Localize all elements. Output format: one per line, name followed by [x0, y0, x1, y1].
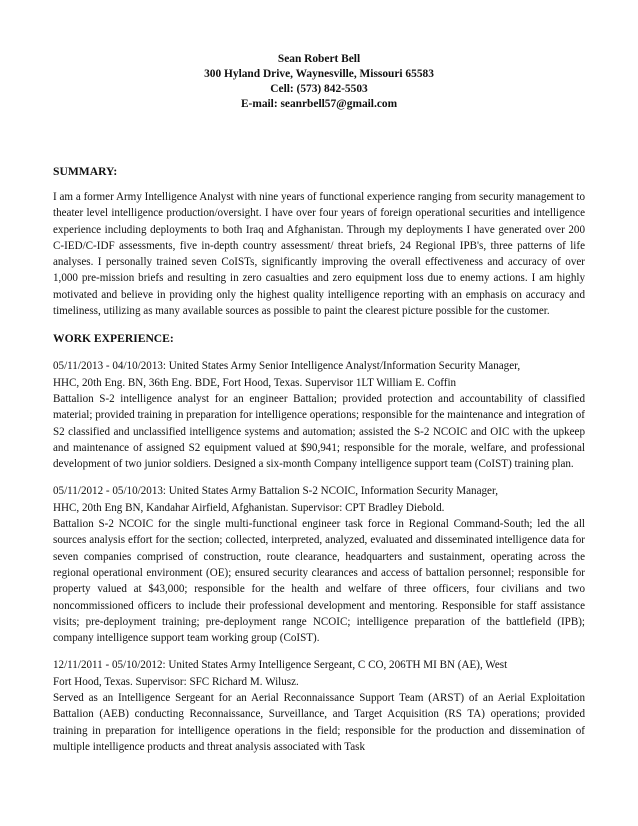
job-title-line: 05/11/2013 - 04/10/2013: United States Army Senior Intelligence Analyst/Information Security Manager, — [53, 360, 521, 373]
job-description: Served as an Intelligence Sergeant for an Aerial Reconnaissance Support Team (ARST) of an Aerial Exploitation Battalion (AEB) conducting Reconnaissance, Surveillance, and Target Acquisition (RS TA) operations; provided training in preparation for intelligence operations in the field; responsible for the production and dissemination of multiple intelligence products and threat analysis associated with Task — [53, 692, 585, 753]
summary-heading: SUMMARY: — [53, 165, 118, 178]
job-entry — [53, 483, 585, 646]
work-experience-heading: WORK EXPERIENCE: — [53, 332, 174, 346]
job-description: Battalion S-2 NCOIC for the single multi-functional engineer task force in Regional Command-South; led the all sources analysis effort for the section; collected, interpreted, analyzed, evaluated and disseminated intelligence data for seven companies comprised of construction, route clearance, headquarters and sustainment, operating across the regional operational environment (OE); ensured security clearances and access of battalion personnel; responsible for property valued at $43,000; responsible for the health and welfare of three officers, four civilians and two noncommissioned officers to include their professional development and mentoring. Responsible for staff assistance visits; pre-deployment training; pre-deployment range NCOIC; intelligence preparation of the battlefield (IPB); company intelligence support team working group (CoIST). — [53, 518, 585, 645]
job-entry — [53, 657, 585, 755]
applicant-email: E-mail: seanrbell57@gmail.com — [240, 98, 398, 110]
resume-body — [53, 164, 585, 755]
applicant-cell: Cell: (573) 842-5503 — [270, 83, 368, 95]
job-title-line: 05/11/2012 - 05/10/2013: United States Army Battalion S-2 NCOIC, Information Security Manager, — [53, 485, 498, 498]
summary-text: I am a former Army Intelligence Analyst with nine years of functional experience ranging from security management to theater level intelligence production/oversight. I have over four years of foreign operational securities and intelligence experience including deployments to both Iraq and Afghanistan. Through my deployments I have generated over 200 C-IED/C-IDF assessments, five in-depth country assessment/ threat briefs, 24 Regional IPB's, three patterns of life analyses. I personally trained seven CoISTs, significantly improving the overall effectiveness and accuracy of over 1,000 pre-mission briefs and resulting in zero casualties and zero equipment loss due to enemy actions. I am highly motivated and believe in providing only the highest quality intelligence reporting with an emphasis on accuracy and timeliness, utilizing as many available sources as possible to paint the clearest picture possible for the customer. — [53, 191, 585, 318]
job-location-line: HHC, 20th Eng BN, Kandahar Airfield, Afghanistan. Supervisor: CPT Bradley Diebold. — [53, 501, 445, 514]
job-location-line: HHC, 20th Eng. BN, 36th Eng. BDE, Fort Hood, Texas. Supervisor 1LT William E. Coffin — [53, 376, 457, 389]
job-location-line: Fort Hood, Texas. Supervisor: SFC Richard M. Wilusz. — [53, 675, 299, 688]
applicant-address: 300 Hyland Drive, Waynesville, Missouri 65583 — [204, 68, 434, 80]
contact-header — [0, 52, 638, 112]
applicant-name: Sean Robert Bell — [277, 53, 361, 65]
job-entry — [53, 358, 585, 472]
job-description: Battalion S-2 intelligence analyst for an engineer Battalion; provided protection and accountability of classified material; provided training in preparation for intelligence operations; responsible for the maintenance and integration of S2 classified and unclassified intelligence systems and automation; assisted the S-2 NCOIC and OIC with the upkeep and maintenance of assigned S2 equipment valued at $90,941; responsible for the morale, welfare, and professional development of two junior soldiers. Designed a six-month Company intelligence support team (CoIST) training plan. — [53, 392, 585, 471]
job-title-line: 12/11/2011 - 05/10/2012: United States Army Intelligence Sergeant, C CO, 206TH MI BN (AE), West — [53, 659, 508, 672]
